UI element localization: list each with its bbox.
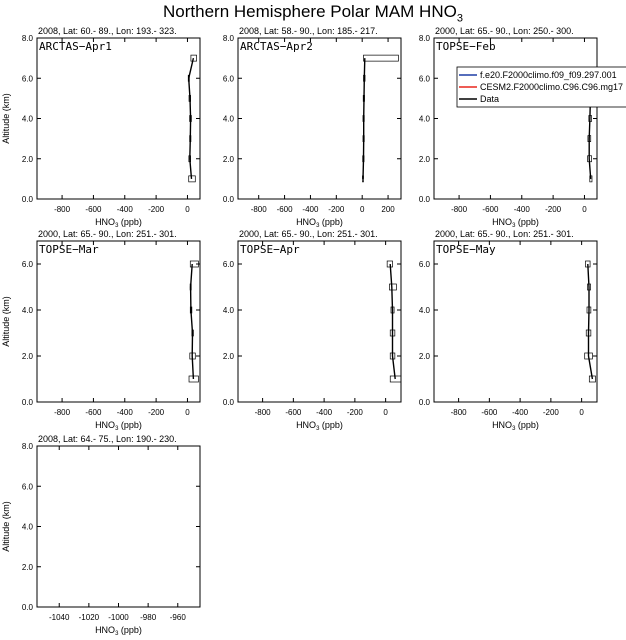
panel-header: 2000, Lat: 65.- 90., Lon: 250.- 300. xyxy=(435,26,574,36)
y-tick-label: 0.0 xyxy=(21,195,33,204)
series-data xyxy=(362,55,398,182)
y-tick-label: 0.0 xyxy=(418,195,430,204)
x-tick-label: -200 xyxy=(148,205,165,214)
x-tick-label: -800 xyxy=(254,408,271,417)
x-tick-label: -200 xyxy=(328,205,345,214)
series-data xyxy=(189,261,198,382)
x-tick-label: -800 xyxy=(54,205,71,214)
x-tick-label: 0 xyxy=(185,408,190,417)
chart-panel-1 xyxy=(1,26,200,229)
x-tick-label: -400 xyxy=(116,205,133,214)
x-tick-label: -1000 xyxy=(108,613,129,622)
y-tick-label: 0.0 xyxy=(222,398,234,407)
x-tick-label: -960 xyxy=(169,613,186,622)
y-tick-label: 4.0 xyxy=(222,114,234,124)
x-tick-label: 200 xyxy=(381,205,395,214)
x-tick-label: -600 xyxy=(85,205,102,214)
panel-name: TOPSE−May xyxy=(436,243,496,256)
y-tick-label: 6.0 xyxy=(222,74,234,84)
x-tick-label: -600 xyxy=(481,408,498,417)
y-tick-label: 8.0 xyxy=(21,34,33,43)
panel-name: TOPSE−Mar xyxy=(39,243,99,256)
x-tick-label: -600 xyxy=(85,408,102,417)
panel-header: 2008, Lat: 64.- 75., Lon: 190.- 230. xyxy=(38,434,177,444)
legend xyxy=(457,67,626,107)
error-box xyxy=(191,55,197,61)
x-tick-label: -980 xyxy=(140,613,157,622)
x-tick-label: -200 xyxy=(148,408,165,417)
x-axis-label: $HNO_3$ (ppb) xyxy=(95,217,142,229)
panel-name: TOPSE−Apr xyxy=(240,243,300,256)
chart-panel-7 xyxy=(1,434,200,637)
plot-frame xyxy=(238,241,401,402)
panel-name: ARCTAS−Apr2 xyxy=(240,40,313,53)
chart-panel-5 xyxy=(223,229,401,432)
x-tick-label: -1020 xyxy=(78,613,100,622)
y-tick-label: 2.0 xyxy=(418,352,430,361)
y-tick-label: 4.0 xyxy=(222,306,234,315)
y-tick-label: 6.0 xyxy=(418,260,430,269)
y-tick-label: 2.0 xyxy=(21,562,33,572)
y-tick-label: 0.0 xyxy=(21,398,33,407)
x-tick-label: -200 xyxy=(542,408,559,417)
y-tick-label: 2.0 xyxy=(222,352,234,361)
y-tick-label: 6.0 xyxy=(21,260,33,269)
y-tick-label: 8.0 xyxy=(222,34,234,43)
plot-frame xyxy=(37,446,200,607)
y-axis-label: Altitude (km) xyxy=(1,93,11,144)
x-tick-label: -400 xyxy=(512,408,529,417)
y-tick-label: 8.0 xyxy=(21,442,33,451)
chart-panel-3 xyxy=(419,26,597,229)
legend-label: f.e20.F2000climo.f09_f09.297.001 xyxy=(480,70,617,80)
y-tick-label: 0.0 xyxy=(418,398,430,407)
profile-line xyxy=(191,264,194,379)
x-axis-label: $HNO_3$ (ppb) xyxy=(296,217,343,229)
x-tick-label: -800 xyxy=(54,408,71,417)
x-tick-label: -800 xyxy=(450,408,467,417)
x-tick-label: -600 xyxy=(482,205,499,214)
x-axis-label: $HNO_3$ (ppb) xyxy=(296,420,343,432)
x-tick-label: -600 xyxy=(285,408,302,417)
x-axis-label: $HNO_3$ (ppb) xyxy=(492,420,539,432)
y-tick-label: 6.0 xyxy=(21,482,33,492)
x-tick-label: 0 xyxy=(185,205,190,214)
x-tick-label: 0 xyxy=(579,408,584,417)
panel-header: 2008, Lat: 58.- 90., Lon: 185.- 217. xyxy=(239,26,378,36)
y-tick-label: 4.0 xyxy=(21,114,33,124)
y-tick-label: 6.0 xyxy=(222,260,234,269)
profile-line xyxy=(588,264,593,379)
legend-label: Data xyxy=(480,94,500,104)
x-axis-label: $HNO_3$ (ppb) xyxy=(95,420,142,432)
chart-panel-6 xyxy=(419,229,597,432)
series-data xyxy=(387,261,401,382)
x-axis-label: $HNO_3$ (ppb) xyxy=(492,217,539,229)
plot-frame xyxy=(434,241,597,402)
plot-frame xyxy=(434,38,597,199)
panel-header: 2000, Lat: 65.- 90., Lon: 251.- 301. xyxy=(239,229,378,239)
x-tick-label: 0 xyxy=(359,205,365,214)
x-tick-label: -600 xyxy=(276,205,293,214)
x-tick-label: -400 xyxy=(316,408,333,417)
y-tick-label: 4.0 xyxy=(21,522,33,532)
error-box xyxy=(389,284,396,290)
x-tick-label: 0 xyxy=(383,408,388,417)
y-tick-label: 0.0 xyxy=(21,603,33,612)
plot-frame xyxy=(238,38,401,199)
x-tick-label: -200 xyxy=(545,205,562,214)
chart-panel-2 xyxy=(223,26,401,229)
plot-frame xyxy=(37,241,200,402)
panel-name: TOPSE−Feb xyxy=(436,40,496,53)
y-tick-label: 4.0 xyxy=(21,306,33,315)
plot-frame xyxy=(37,38,200,199)
y-tick-label: 6.0 xyxy=(21,74,33,84)
x-tick-label: -400 xyxy=(513,205,530,214)
y-tick-label: 0.0 xyxy=(222,195,234,204)
panel-header: 2000, Lat: 65.- 90., Lon: 251.- 301. xyxy=(38,229,177,239)
panel-header: 2000, Lat: 65.- 90., Lon: 251.- 301. xyxy=(435,229,574,239)
panel-header: 2008, Lat: 60.- 89., Lon: 193.- 323. xyxy=(38,26,177,36)
y-tick-label: 2.0 xyxy=(222,154,234,164)
x-tick-label: -400 xyxy=(302,205,319,214)
profile-line xyxy=(390,264,395,379)
panel-name: ARCTAS−Apr1 xyxy=(39,40,112,53)
series-data xyxy=(188,55,196,182)
x-tick-label: -800 xyxy=(451,205,468,214)
y-tick-label: 6.0 xyxy=(418,74,430,84)
x-axis-label: $HNO_3$ (ppb) xyxy=(95,625,142,637)
y-tick-label: 2.0 xyxy=(418,154,430,164)
y-tick-label: 2.0 xyxy=(21,154,33,164)
x-tick-label: -800 xyxy=(250,205,267,214)
x-tick-label: -1040 xyxy=(48,613,70,622)
y-axis-label: Altitude (km) xyxy=(1,296,11,347)
figure-title: Northern Hemisphere Polar MAM $HNO_3$ xyxy=(163,2,463,25)
y-axis-label: Altitude (km) xyxy=(1,501,11,552)
y-tick-label: 4.0 xyxy=(418,114,430,124)
error-box xyxy=(363,55,398,61)
y-tick-label: 8.0 xyxy=(418,34,430,43)
chart-panel-4 xyxy=(1,229,200,432)
x-tick-label: -400 xyxy=(116,408,133,417)
y-tick-label: 4.0 xyxy=(418,306,430,315)
x-tick-label: -200 xyxy=(346,408,363,417)
y-tick-label: 2.0 xyxy=(21,352,33,361)
legend-label: CESM2.F2000climo.C96.C96.mg17 xyxy=(480,82,624,92)
x-tick-label: 0 xyxy=(582,205,587,214)
series-data xyxy=(585,261,596,382)
